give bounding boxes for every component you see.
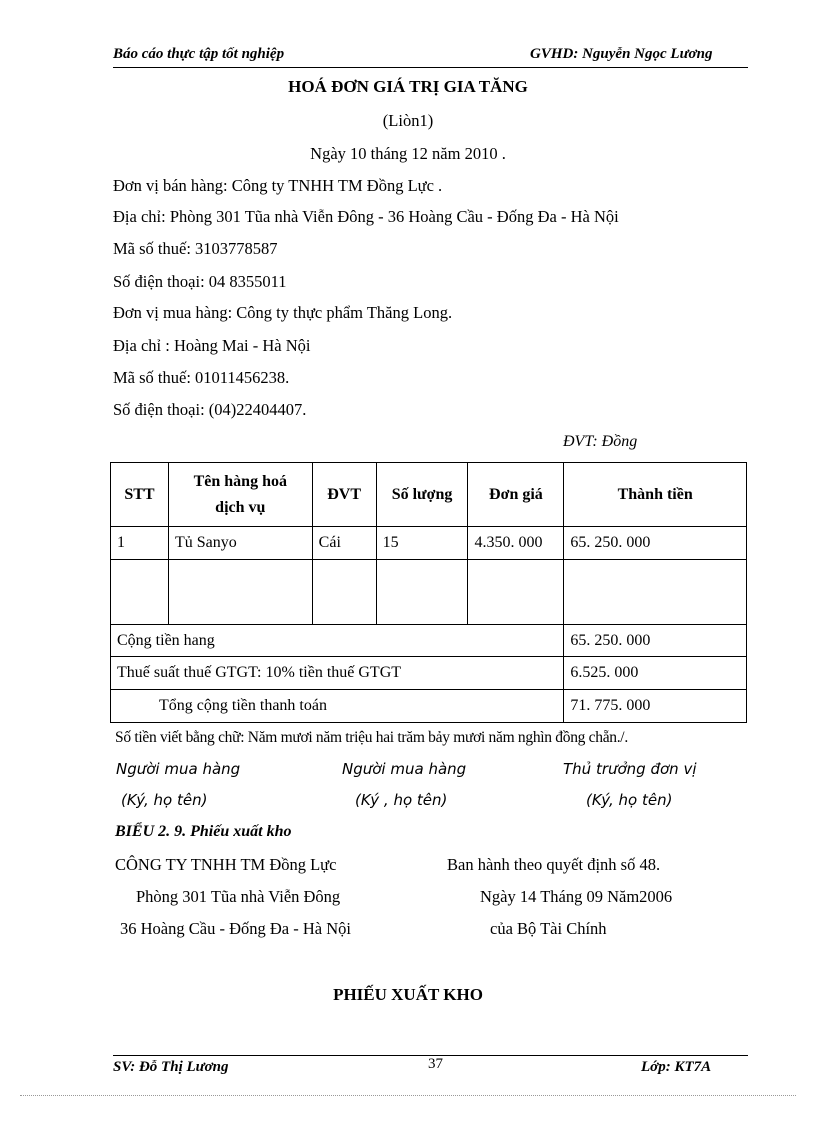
col-unit: ĐVT: [312, 463, 376, 527]
signature-head-note: (Ký, họ tên): [586, 791, 673, 809]
total-row: [111, 690, 747, 723]
decree-date: Ngày 14 Tháng 09 Năm2006: [480, 887, 673, 906]
buyer-address: Địa chỉ : Hoàng Mai - Hà Nội: [113, 336, 311, 355]
row-stt: 1: [111, 527, 169, 560]
subtotal-value: 65. 250. 000: [564, 625, 747, 657]
invoice-date: Ngày 10 tháng 12 năm 2010 .: [310, 144, 506, 163]
buyer-name: Đơn vị mua hàng: Công ty thực phẩm Thăng Long.: [113, 303, 453, 322]
seller-tax-code: Mã số thuế: 3103778587: [113, 239, 278, 258]
empty-cell: [111, 560, 169, 625]
col-amount: Thành tiền: [564, 463, 747, 527]
signature-buyer: Người mua hàng: [116, 760, 241, 778]
empty-cell: [312, 560, 376, 625]
form-title: PHIẾU XUẤT KHO: [333, 985, 483, 1004]
col-stt: STT: [111, 463, 169, 527]
empty-cell: [376, 560, 468, 625]
footer-class: Lớp: KT7A: [641, 1059, 712, 1075]
signature-buyer-note: (Ký, họ tên): [121, 791, 208, 809]
company-address-2: 36 Hoàng Cầu - Đống Đa - Hà Nội: [120, 919, 351, 938]
section-title: BIỂU 2. 9. Phiếu xuất kho: [115, 823, 292, 840]
col-name: [168, 463, 312, 527]
invoice-title: HOÁ ĐƠN GIÁ TRỊ GIA TĂNG: [288, 77, 528, 96]
row-amount: 65. 250. 000: [564, 527, 747, 560]
header-supervisor: GVHD: Nguyễn Ngọc Lương: [530, 46, 713, 62]
table-empty-row: [111, 560, 747, 625]
amount-in-words: Số tiền viết bằng chữ: Năm mươi năm triệu hai trăm bảy mươi năm nghìn đồng chẵn./.: [115, 729, 628, 746]
invoice-copy: (Liòn1): [382, 111, 434, 130]
header-report-title: Báo cáo thực tập tốt nghiệp: [113, 46, 285, 62]
unit-note: ĐVT: Đồng: [563, 433, 638, 450]
footer-student: SV: Đỗ Thị Lương: [113, 1059, 229, 1075]
buyer-phone: Số điện thoại: (04)22404407.: [113, 400, 307, 419]
seller-phone: Số điện thoại: 04 8355011: [113, 272, 287, 291]
table-header-row: [111, 463, 747, 527]
table-row: [111, 527, 747, 560]
vat-value: 6.525. 000: [564, 657, 747, 690]
empty-cell: [564, 560, 747, 625]
signature-head: Thủ trưởng đơn vị: [563, 760, 697, 778]
row-name: Tủ Sanyo: [168, 527, 312, 560]
total-label: Tổng cộng tiền thanh toán: [111, 690, 564, 723]
buyer-tax-code: Mã số thuế: 01011456238.: [113, 368, 290, 387]
company-address-1: Phòng 301 Tũa nhà Viễn Đông: [136, 887, 341, 906]
vat-label: Thuế suất thuế GTGT: 10% tiền thuế GTGT: [111, 657, 564, 690]
row-qty: 15: [376, 527, 468, 560]
company-name: CÔNG TY TNHH TM Đồng Lực: [115, 855, 337, 874]
signature-seller: Người mua hàng: [342, 760, 467, 778]
signature-seller-note: (Ký , họ tên): [355, 791, 448, 809]
empty-cell: [468, 560, 564, 625]
page-edge-dots: [20, 1095, 796, 1096]
col-price: Đơn giá: [468, 463, 564, 527]
invoice-table: [110, 462, 747, 723]
col-name-line1: Tên hàng hoá: [193, 472, 287, 490]
empty-cell: [168, 560, 312, 625]
seller-name: Đơn vị bán hàng: Công ty TNHH TM Đồng Lực .: [113, 176, 443, 195]
decree: Ban hành theo quyết định số 48.: [447, 855, 661, 874]
page-number: 37: [428, 1056, 443, 1072]
subtotal-label: Cộng tiền hang: [111, 625, 564, 657]
seller-address: Địa chỉ: Phòng 301 Tũa nhà Viễn Đông - 36 Hoàng Cầu - Đống Đa - Hà Nội: [113, 207, 619, 226]
vat-row: [111, 657, 747, 690]
col-name-line2: dịch vụ: [215, 498, 266, 516]
header-rule: [113, 67, 748, 68]
total-value: 71. 775. 000: [564, 690, 747, 723]
row-unit: Cái: [312, 527, 376, 560]
decree-issuer: của Bộ Tài Chính: [490, 919, 607, 938]
col-qty: Số lượng: [376, 463, 468, 527]
subtotal-row: [111, 625, 747, 657]
row-price: 4.350. 000: [468, 527, 564, 560]
